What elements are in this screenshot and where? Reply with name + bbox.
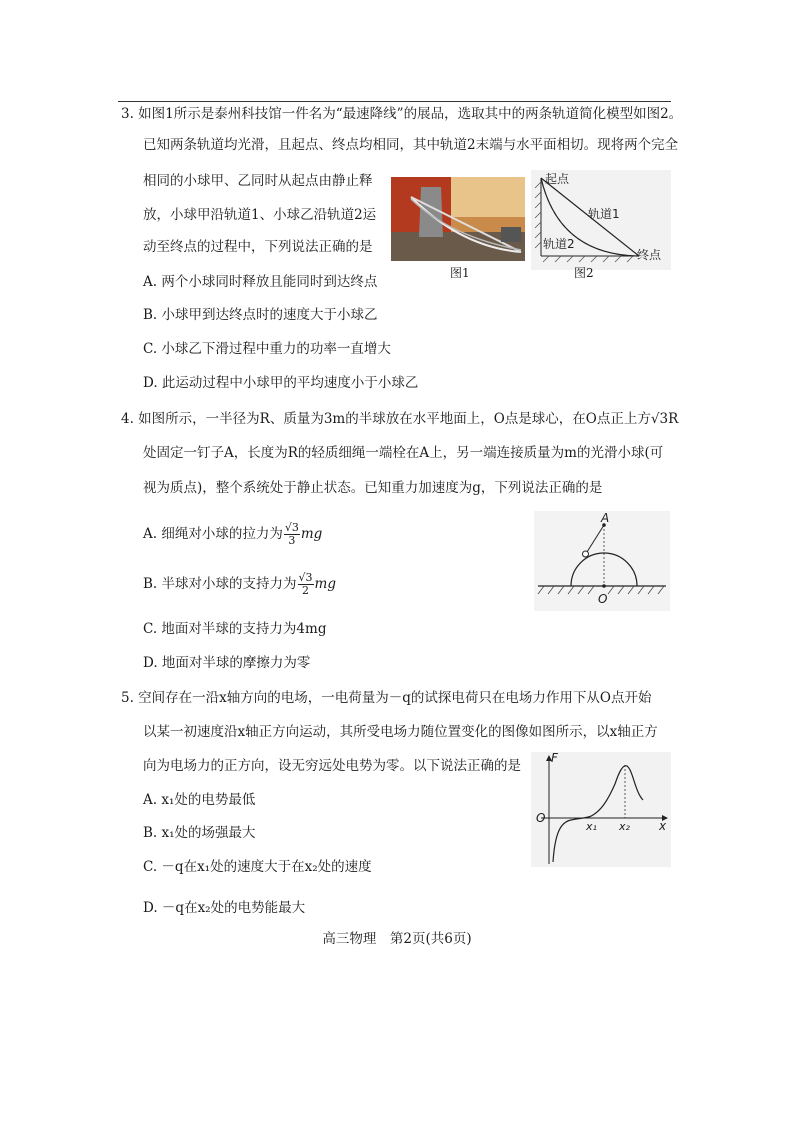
q4-line1-root: √3R xyxy=(650,411,679,427)
q4-fig-label-a: A xyxy=(601,511,610,525)
q3-option-d: D. 此运动过程中小球甲的平均速度小于小球乙 xyxy=(143,375,419,391)
q3-line5: 动至终点的过程中，下列说法正确的是 xyxy=(143,239,373,255)
q4-option-b-unit: mg xyxy=(314,576,336,592)
q4-option-b-fraction xyxy=(298,572,314,597)
header-rule xyxy=(118,101,671,102)
q5-fig-x2-label: x₂ xyxy=(619,820,630,833)
q4-option-a-unit: mg xyxy=(300,526,323,542)
q3-option-a: A. 两个小球同时释放且能同时到达终点 xyxy=(143,274,378,290)
q4-line3: 视为质点)，整个系统处于静止状态。已知重力加速度为g，下列说法正确的是 xyxy=(143,480,603,496)
q5-option-a: A. x₁处的电势最低 xyxy=(143,792,256,808)
q4-option-c: C. 地面对半球的支持力为4mg xyxy=(143,621,327,637)
page-footer: 高三物理 第2页(共6页) xyxy=(322,931,472,947)
q3-figure2-caption: 图2 xyxy=(574,266,594,280)
q3-fig2-track1-label: 轨道1 xyxy=(588,207,620,221)
q3-line1: 3. 如图1所示是泰州科技馆一件名为“最速降线”的展品，选取其中的两条轨道简化模型如图2。 xyxy=(121,106,683,122)
q3-line4: 放，小球甲沿轨道1、小球乙沿轨道2运 xyxy=(143,207,377,223)
q3-line3: 相同的小球甲、乙同时从起点由静止释 xyxy=(143,173,373,189)
q4-figure-hemisphere xyxy=(534,511,670,611)
q4-option-a-text: A. 细绳对小球的拉力为 xyxy=(143,526,283,542)
q3-figure1-photo xyxy=(391,177,525,261)
q4-option-b-numerator: √3 xyxy=(298,571,313,584)
q3-fig2-end-label: 终点 xyxy=(637,248,662,262)
q4-option-b-text: B. 半球对小球的支持力为 xyxy=(143,576,297,592)
q4-line1-text: 4. 如图所示，一半径为R、质量为3m的半球放在水平地面上，O点是球心，在O点正上方 xyxy=(121,411,651,427)
q3-option-b: B. 小球甲到达终点时的速度大于小球乙 xyxy=(143,307,378,323)
q4-line1 xyxy=(121,410,678,428)
q5-line1: 5. 空间存在一沿x轴方向的电场，一电荷量为－q的试探电荷只在电场力作用下从O点开始 xyxy=(121,690,652,706)
q3-option-c: C. 小球乙下滑过程中重力的功率一直增大 xyxy=(143,341,391,357)
q4-option-d: D. 地面对半球的摩擦力为零 xyxy=(143,655,311,671)
q5-fig-axis-f: F xyxy=(551,752,558,765)
q4-option-a xyxy=(143,520,322,548)
q3-figure2-diagram xyxy=(531,170,671,270)
q5-figure-force-graph xyxy=(531,752,671,867)
q5-fig-x1-label: x₁ xyxy=(586,820,597,833)
q4-fig-label-o: O xyxy=(598,592,608,606)
q4-option-b xyxy=(143,570,336,598)
q4-option-a-denominator: 3 xyxy=(288,534,296,547)
q5-option-c: C. －q在x₁处的速度大于在x₂处的速度 xyxy=(143,859,372,875)
q5-option-b: B. x₁处的场强最大 xyxy=(143,825,256,841)
q5-line2: 以某一初速度沿x轴正方向运动，其所受电场力随位置变化的图像如图所示，以x轴正方 xyxy=(143,724,658,740)
q4-option-a-fraction xyxy=(284,522,300,547)
q3-figure1-caption: 图1 xyxy=(450,266,470,280)
q4-option-b-denominator: 2 xyxy=(302,584,310,597)
q4-line2: 处固定一钉子A，长度为R的轻质细绳一端栓在A上，另一端连接质量为m的光滑小球(可 xyxy=(143,445,664,461)
q5-line3: 向为电场力的正方向，设无穷远处电势为零。以下说法正确的是 xyxy=(143,758,521,774)
q5-option-d: D. －q在x₂处的电势能最大 xyxy=(143,900,306,916)
q4-option-a-numerator: √3 xyxy=(284,521,299,534)
q3-line2: 已知两条轨道均光滑，且起点、终点均相同，其中轨道2末端与水平面相切。现将两个完全 xyxy=(143,137,679,153)
q5-fig-axis-x: x xyxy=(659,819,667,833)
q3-fig2-track2-label: 轨道2 xyxy=(543,237,575,251)
q3-fig2-start-label: 起点 xyxy=(545,172,570,186)
q5-fig-origin: O xyxy=(536,811,546,825)
